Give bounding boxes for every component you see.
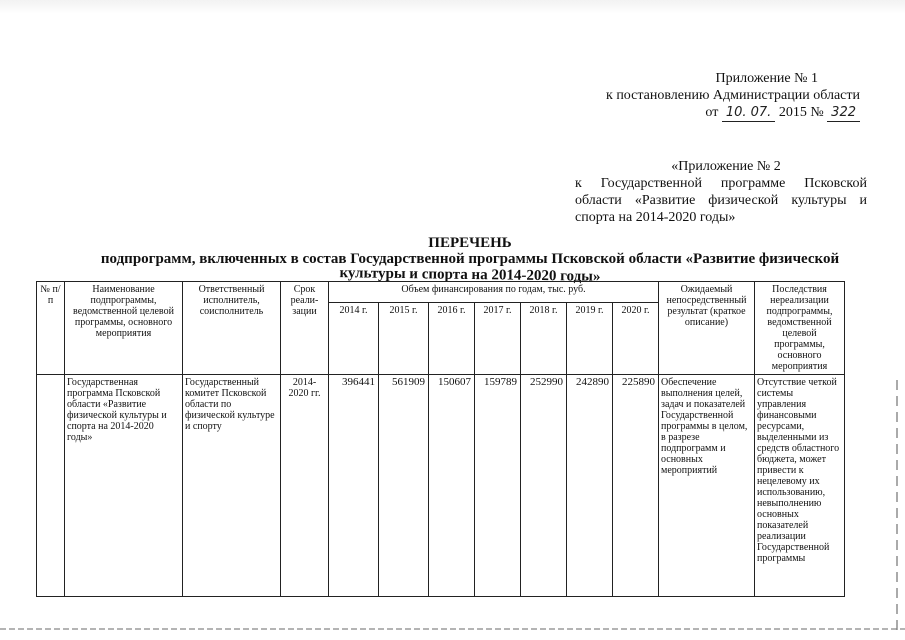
cell-name: Государственная программа Псковской области «Развитие физической культуры и спорта на 2014-2020 годы» xyxy=(65,375,183,597)
header-year: 2019 г. xyxy=(567,303,613,375)
cell-term: 2014-2020 гг. xyxy=(281,375,329,597)
title-line-2: подпрограмм, включенных в состав Государственной программы Псковской области «Развитие физической xyxy=(100,251,840,267)
cell-2014: 396441 xyxy=(329,375,379,597)
header-year: 2017 г. xyxy=(475,303,521,375)
appendix-1-title: Приложение № 1 xyxy=(715,71,818,86)
handwritten-date: 10. 07. xyxy=(722,104,775,122)
document-title xyxy=(60,235,880,283)
cell-2020: 225890 xyxy=(613,375,659,597)
cell-consequences: Отсутствие четкой системы управления финансовыми ресурсами, выделенными из средств областного бюджета, может привести к нецелевому их использованию, невыполнению основных показателей реализации Государственной программы xyxy=(755,375,845,597)
from-label: от xyxy=(705,105,719,120)
header-year: 2015 г. xyxy=(379,303,429,375)
cell-2018: 252990 xyxy=(521,375,567,597)
cell-executor: Государственный комитет Псковской области по физической культуре и спорту xyxy=(183,375,281,597)
appendix-2-text: к Государственной программе Псковской области «Развитие физической культуры и спорта на 2014-2020 годы» xyxy=(575,176,867,225)
cell-2019: 242890 xyxy=(567,375,613,597)
cell-result: Обеспечение выполнения целей, задач и показателей Государственной программы в целом, в разрезе подпрограмм и основных мероприятий xyxy=(659,375,755,597)
scan-top-shadow xyxy=(0,0,905,14)
header-year: 2018 г. xyxy=(521,303,567,375)
cell-2016: 150607 xyxy=(429,375,475,597)
appendix-1-block xyxy=(560,70,860,122)
handwritten-number: 322 xyxy=(827,104,860,122)
header-year: 2016 г. xyxy=(429,303,475,375)
header-year: 2020 г. xyxy=(613,303,659,375)
header-funding: Объем финансирования по годам, тыс. руб. xyxy=(329,282,659,303)
title-line-3: культуры и спорта на 2014-2020 годы» xyxy=(339,265,601,285)
cell-2017: 159789 xyxy=(475,375,521,597)
subprograms-table xyxy=(36,281,845,597)
header-executor: Ответственный исполнитель, соисполнитель xyxy=(183,282,281,375)
header-year: 2014 г. xyxy=(329,303,379,375)
table-row xyxy=(37,375,845,597)
appendix-1-date-line xyxy=(560,104,860,122)
header-term: Срок реали-зации xyxy=(281,282,329,375)
header-name: Наименование подпрограммы, ведомственной целевой программы, основного мероприятия xyxy=(65,282,183,375)
year-label: 2015 № xyxy=(778,105,824,120)
appendix-1-subtitle: к постановлению Администрации области xyxy=(606,88,860,103)
header-consequences: Последствия нереализации подпрограммы, ведомственной целевой программы, основного мероприятия xyxy=(755,282,845,375)
header-num: № п/п xyxy=(37,282,65,375)
scan-bottom-line xyxy=(0,628,905,630)
appendix-2-title: «Приложение № 2 xyxy=(671,159,781,174)
cell-num xyxy=(37,375,65,597)
appendix-2-block xyxy=(575,158,867,226)
title-heading: ПЕРЕЧЕНЬ xyxy=(428,235,512,251)
scan-edge-line xyxy=(896,380,898,630)
cell-2015: 561909 xyxy=(379,375,429,597)
header-result: Ожидаемый непосредственный результат (краткое описание) xyxy=(659,282,755,375)
